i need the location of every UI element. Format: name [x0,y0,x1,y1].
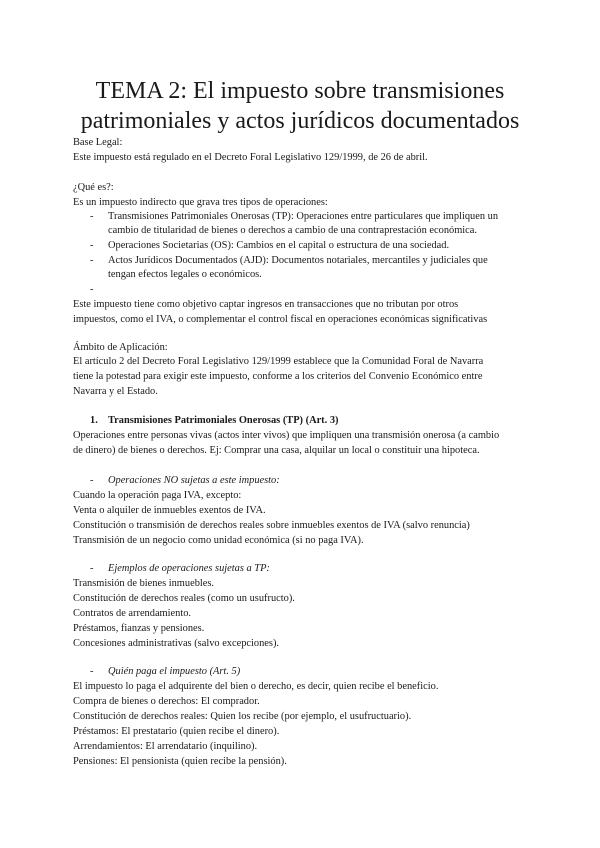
bullet-ajd-line1: Actos Jurídicos Documentados (AJD): Documentos notariales, mercantiles y judiciales que [108,255,488,266]
section-title: Transmisiones Patrimoniales Onerosas (TP) (Art. 3) [108,415,339,426]
base-legal-heading: Base Legal: [73,137,123,148]
subheading-dash: - [90,475,94,486]
bullet-dash-empty: - [90,284,94,295]
que-es-intro: Es un impuesto indirecto que grava tres tipos de operaciones: [73,197,328,208]
quien-paga-line: El impuesto lo paga el adquirente del bien o derecho, es decir, quien recibe el beneficio. [73,681,439,692]
section-intro-line1: Operaciones entre personas vivas (actos inter vivos) que impliquen una transmisión onerosa (a cambio [73,430,500,441]
quien-paga-line: Pensiones: El pensionista (quien recibe la pensión). [73,756,287,767]
bullet-os: Operaciones Societarias (OS): Cambios en el capital o estructura de una sociedad. [108,240,450,251]
bullet-dash: - [90,240,94,251]
document-title: TEMA 2: El impuesto sobre transmisiones patrimoniales y actos jurídicos documentados [80,78,520,134]
quien-paga-line: Constitución de derechos reales: Quien los recibe (por ejemplo, el usufructuario). [73,711,412,722]
base-legal-text: Este impuesto está regulado en el Decreto Foral Legislativo 129/1999, de 26 de abril. [73,152,428,163]
ejemplos-line: Constitución de derechos reales (como un usufructo). [73,593,295,604]
ejemplos-line: Préstamos, fianzas y pensiones. [73,623,205,634]
que-es-heading: ¿Qué es?: [73,182,114,193]
quien-paga-line: Compra de bienes o derechos: El comprador. [73,696,260,707]
objective-line1: Este impuesto tiene como objetivo captar ingresos en transacciones que no tributan por otros [73,299,459,310]
ejemplos-line: Concesiones administrativas (salvo excepciones). [73,638,280,649]
bullet-dash: - [90,211,94,222]
ambito-line3: Navarra y el Estado. [73,386,158,397]
quien-paga-line: Préstamos: El prestatario (quien recibe el dinero). [73,726,280,737]
section-intro-line2: de dinero) de bienes o derechos. Ej: Comprar una casa, alquilar un local o constituir una hipoteca. [73,445,480,456]
ejemplos-line: Transmisión de bienes inmuebles. [73,578,215,589]
bullet-ajd-line2: tengan efectos legales o económicos. [108,269,262,280]
no-sujetas-line: Cuando la operación paga IVA, excepto: [73,490,242,501]
bullet-tp-line2: cambio de titularidad de bienes o derechos a cambio de una contraprestación económica. [108,225,478,236]
no-sujetas-line: Venta o alquiler de inmuebles exentos de IVA. [73,505,266,516]
quien-paga-heading: Quién paga el impuesto (Art. 5) [108,666,241,677]
ejemplos-line: Contratos de arrendamiento. [73,608,192,619]
ambito-heading: Ámbito de Aplicación: [73,342,168,353]
objective-line2: impuestos, como el IVA, o complementar el control fiscal en operaciones económicas significativas [73,314,488,325]
ambito-line1: El artículo 2 del Decreto Foral Legislativo 129/1999 establece que la Comunidad Foral de Navarra [73,356,484,367]
subheading-dash: - [90,666,94,677]
ejemplos-heading: Ejemplos de operaciones sujetas a TP: [108,563,270,574]
quien-paga-line: Arrendamientos: El arrendatario (inquilino). [73,741,258,752]
subheading-dash: - [90,563,94,574]
bullet-dash: - [90,255,94,266]
ambito-line2: tiene la potestad para exigir este impuesto, conforme a los criterios del Convenio Económico entre [73,371,483,382]
section-number: 1. [90,415,98,426]
bullet-tp-line1: Transmisiones Patrimoniales Onerosas (TP): Operaciones entre particulares que impliquen un [108,211,499,222]
no-sujetas-heading: Operaciones NO sujetas a este impuesto: [108,475,280,486]
no-sujetas-line: Constitución o transmisión de derechos reales sobre inmuebles exentos de IVA (salvo renuncia) [73,520,470,531]
no-sujetas-line: Transmisión de un negocio como unidad económica (si no paga IVA). [73,535,364,546]
